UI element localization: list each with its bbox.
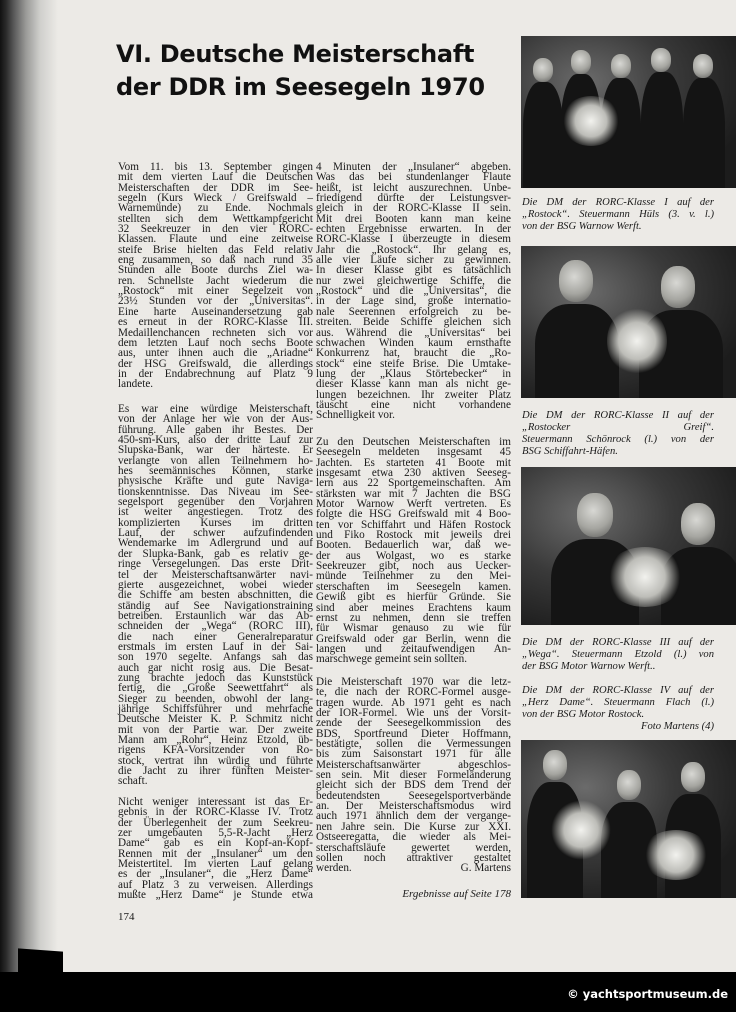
text-line: gleicht sich der BDS dem Trend der — [316, 779, 511, 792]
text-line: streiten. Beide Schiffe gleichen sich — [316, 316, 511, 329]
text-line: bedeutendsten Seesegelsportverbände — [316, 789, 511, 802]
text-line: nen Jahre sein. Die Kurse zur XXI. — [316, 820, 511, 833]
text-line: ist weiter angestiegen. Trotz des — [118, 506, 313, 519]
last-line: werden. — [316, 862, 352, 875]
text-line: Eine harte Auseinandersetzung gab — [118, 305, 313, 318]
text-line: sterschaften im Seesegeln kamen. — [316, 580, 511, 593]
text-line: es erneut in der RORC-Klasse III. — [118, 316, 313, 329]
caption-3 — [522, 637, 714, 673]
text-line: Wendemarke im Adlergrund und auf — [118, 537, 313, 550]
page-edge-shadow — [0, 0, 58, 972]
text-line: Meisterschaftsanwärter abgeschlos- — [316, 758, 511, 771]
text-line: nur zwei gleichwertige Schiffe, die — [316, 274, 511, 287]
text-line: mußte „Herz Dame“ je Stunde etwa — [118, 889, 313, 902]
text-line: Jachten. Es starteten 41 Boote mit — [316, 456, 511, 469]
text-line: Konkurrenz hat, braucht die „Ro- — [316, 347, 511, 360]
text-line: Meisterschaften der DDR im See- — [118, 181, 313, 194]
text-line: in der Endabrechnung auf Platz 9 — [118, 367, 313, 380]
text-line: der Überlegenheit der zum Seekreu- — [118, 816, 313, 829]
text-line: ernst zu nehmen, denn sie treffen — [316, 611, 511, 624]
text-line: schwachen Winden kaum ernsthafte — [316, 336, 511, 349]
text-line: mit von der Partie war. Der zweite — [118, 723, 313, 736]
text-line: Es war eine würdige Meisterschaft, — [118, 403, 313, 415]
text-line: Die DM der RORC-Klasse III auf der — [522, 637, 714, 648]
text-line: BDS, Sportfreund Dieter Hoffmann, — [316, 727, 511, 740]
text-line: physische Kräfte und gute Naviga- — [118, 475, 313, 488]
text-line: betreiben. Erstaunlich war das Ab- — [118, 609, 313, 622]
text-line: von der BSG Motor Rostock. — [522, 709, 645, 720]
text-line: friedigend dürfte der Leistungsver- — [316, 192, 511, 205]
text-line: stock“ eine steife Brise. Die Umtake- — [316, 357, 511, 370]
text-line: in der Lage sind, große internatio- — [316, 295, 511, 308]
text-line: eng zusammen, so daß nach rund 35 — [118, 254, 313, 267]
text-line: der HSG Greifswald, die allerdings — [118, 357, 313, 370]
text-line: von der Anlage her wie von der Aus- — [118, 413, 313, 426]
text-line: Deutsche Meister K. P. Schmitz nicht — [118, 713, 313, 726]
caption-2 — [522, 410, 714, 458]
text-line: Zu den Deutschen Meisterschaften im — [316, 436, 511, 448]
text-line: erstmals im ersten Lauf in der Sai- — [118, 640, 313, 653]
col2-paragraph-3 — [316, 677, 511, 874]
text-line: Ostseeregatta, die wieder als Mei- — [316, 831, 511, 844]
text-line: für Wismar genauso zu wie für — [316, 622, 511, 635]
text-line: zer umgebauten 5,5-R-Jacht „Herz — [118, 827, 313, 840]
article-title-line-2: der DDR im Seesegeln 1970 — [116, 73, 485, 101]
text-line: „Wega“. Steuermann Etzold (l.) von — [522, 649, 714, 660]
col2-paragraph-3-body — [316, 677, 511, 863]
text-line: Was das bei stundenlanger Flaute — [316, 171, 511, 184]
text-line: fertig, die „Große Seewettfahrt“ als — [118, 682, 313, 695]
text-line: dem letzten Lauf noch sechs Boote — [118, 336, 313, 349]
text-line: schaft. — [118, 775, 148, 788]
text-line: insgesamt etwa 230 aktiven Seeseg- — [316, 467, 511, 480]
photo-rorc-class-3-crew — [521, 467, 736, 625]
text-line: auch 1971 ähnlich dem der vergange- — [316, 810, 511, 823]
author-signature: G. Martens — [460, 862, 511, 875]
caption-4-text — [522, 685, 714, 721]
text-line: RORC-Klasse I überzeugte in diesem — [316, 233, 511, 246]
text-line: Mann am „Rohr“, Heinz Etzold, üb- — [118, 734, 313, 746]
text-line: „Herz Dame“. Steuermann Flach (l.) — [522, 697, 714, 708]
text-line: Die DM der RORC-Klasse I auf der — [522, 197, 714, 208]
text-line: Die Meisterschaft 1970 war die letz- — [316, 676, 511, 688]
text-line: aus. Während die „Universitas“ bei — [316, 326, 511, 339]
text-line: verlangte von allen Teilnehmern ho- — [118, 454, 313, 467]
text-line: schneiden der „Wega“ (RORC III), — [118, 620, 313, 633]
text-line: gleich in der RORC-Klasse II sein. — [316, 202, 511, 215]
caption-4 — [522, 685, 714, 733]
text-line: ständig auf See Navigationstraining — [118, 599, 313, 612]
photo-rorc-class-4-crew — [521, 740, 736, 898]
text-line: lern aus 22 Sportgemeinschaften. Am — [316, 477, 511, 490]
text-line: nale Seerennen erfolgreich zu be- — [316, 305, 511, 318]
text-line: tionskenntnisse. Das Niveau im See- — [118, 485, 313, 498]
text-line: langen und zeitaufwendigen An- — [316, 642, 511, 655]
text-line: Dame“ gab es ein Kopf-an-Kopf- — [118, 837, 313, 850]
text-line: segeln (Kurs Wieck / Greifswald – — [118, 192, 313, 205]
caption-1 — [522, 197, 714, 233]
col2-paragraph-1 — [316, 162, 511, 421]
text-line: Greifswald oder gar Berlin, wenn die — [316, 632, 511, 645]
text-line: münde Teilnehmer zu den Mei- — [316, 570, 511, 583]
text-line: landete. — [118, 378, 154, 391]
text-line: Jahr die „Rostock“. Ihr gelang es, — [316, 243, 511, 256]
text-line: komplizierten Kurses im dritten — [118, 516, 313, 529]
text-line: stellten sich dem Wettkampfgericht — [118, 212, 313, 225]
text-line: sterschaftsläufe gewertet werden, — [316, 841, 511, 854]
text-line: folgte die HSG Greifswald mit 4 Boo- — [316, 508, 511, 521]
text-line: sen sein. Mit dieser Formeländerung — [316, 769, 511, 782]
text-line: Medaillenchancen rechneten sich vor — [118, 326, 313, 339]
text-line: gebnis in der RORC-Klasse IV. Trotz — [118, 806, 313, 819]
text-line: ringe Versegelungen. Das erste Drit- — [118, 558, 313, 571]
text-line: Stunden alle Boote durchs Ziel wa- — [118, 264, 313, 277]
text-line: marschwege gemeint sein sollten. — [316, 653, 467, 666]
text-line: führung. Alle gaben ihr Bestes. Der — [118, 423, 313, 436]
col1-paragraph-3 — [118, 797, 313, 900]
text-line: Meistertitel. Im vierten Lauf gelang — [118, 858, 313, 871]
text-line: stock, vertrat ihn würdig und führte — [118, 754, 313, 767]
page-number: 174 — [118, 911, 135, 923]
text-line: 32 Seekreuzer in den vier RORC- — [118, 223, 313, 236]
text-line: In dieser Klasse gibt es tatsächlich — [316, 264, 511, 277]
text-line: zende der Seesegelkommission des — [316, 717, 511, 730]
text-line: „Rostocker Greif“. — [522, 422, 714, 433]
text-line: BSG Schiffahrt-Häfen. — [522, 446, 618, 457]
text-line: mit dem vierten Lauf die Deutschen — [118, 171, 313, 184]
text-line: ren. Schnellste Jacht wiederum die — [118, 274, 313, 287]
text-line: Slupska-Bank, war der härteste. Er — [118, 444, 313, 457]
text-line: jährige Schiffsführer und mehrfache — [118, 702, 313, 715]
text-line: „Rostock“ mit einer Segelzeit von — [118, 285, 313, 298]
text-line: lung der „Klaus Störtebecker“ in — [316, 367, 511, 380]
results-reference: Ergebnisse auf Seite 178 — [402, 888, 511, 900]
text-line: Steuermann Schönrock (l.) von der — [522, 434, 714, 445]
text-line: son 1970 segelte. Anfangs sah das — [118, 651, 313, 664]
text-line: auf Platz 3 zu verweisen. Allerdings — [118, 878, 313, 891]
text-line: auch gar nicht rosig aus. Die Besat- — [118, 661, 313, 674]
text-line: rigens KFA-Vorsitzender von Ro- — [118, 744, 313, 757]
col1-paragraph-2 — [118, 404, 313, 787]
text-line: Rennen mit der „Insulaner“ um den — [118, 847, 313, 860]
text-line: sollen noch attraktiver gestaltet — [316, 851, 511, 864]
text-line: stärksten war mit 7 Jachten die BSG — [316, 487, 511, 500]
text-line: Booten. Bedauerlich war, daß we- — [316, 539, 511, 552]
text-line: an. Der Meisterschaftsmodus wird — [316, 800, 511, 813]
text-line: der BSG Motor Warnow Werft.. — [522, 661, 656, 672]
text-line: Mit drei Booten kann man keine — [316, 212, 511, 225]
photo-rorc-class-2-crew — [521, 246, 736, 398]
text-line: die nach einer Generalreparatur — [118, 630, 313, 643]
text-line: täuscht eine nicht vorhandene — [316, 398, 511, 411]
text-line: Vom 11. bis 13. September gingen — [118, 161, 313, 173]
page-corner-shadow — [18, 948, 63, 977]
copyright-watermark: © yachtsportmuseum.de — [567, 987, 728, 1001]
text-line: hes seemännisches Können, starke — [118, 465, 313, 478]
text-line: Nicht weniger interessant ist das Er- — [118, 796, 313, 808]
text-line: aus, unter ihnen auch die „Ariadne“ — [118, 347, 313, 360]
text-line: gierte ausgezeichnet, wobei wieder — [118, 578, 313, 591]
text-line: 23½ Stunden vor der „Universitas“. — [118, 295, 313, 308]
text-line: von der BSG Warnow Werft. — [522, 221, 642, 232]
photo-rorc-class-1-crew — [521, 36, 736, 188]
text-line: der IOR-Formel. Wie uns der Vorsit- — [316, 707, 511, 720]
text-line: Seekreuzer gibt, noch aus Uecker- — [316, 560, 511, 573]
text-line: Warnemünde) zu Ende. Nochmals — [118, 202, 313, 215]
text-line: 450-sm-Kurs, also der dritte Lauf zur — [118, 434, 313, 447]
signature-row — [316, 863, 511, 873]
text-line: 4 Minuten der „Insulaner“ abgeben. — [316, 161, 511, 173]
text-line: segelsport gegenüber den Vorjahren — [118, 496, 313, 509]
text-line: Schnelligkeit vor. — [316, 409, 395, 422]
col2-paragraph-2 — [316, 437, 511, 665]
text-line: sind aber meines Erachtens kaum — [316, 601, 511, 614]
text-line: Motor Warnow Werft vertreten. Es — [316, 498, 511, 511]
text-line: der aus Wolgast, wo es starke — [316, 549, 511, 562]
text-line: steife Brise hielten das Feld relativ — [118, 243, 313, 256]
text-line: Lauf, der schwer aufzufindenden — [118, 527, 313, 540]
text-line: Die DM der RORC-Klasse IV auf der — [522, 685, 714, 696]
text-line: und Fiko Rostock mit jeweils drei — [316, 529, 511, 542]
text-line: „Rostock“. Steuermann Hüls (3. v. l.) — [522, 209, 714, 220]
text-line: bis zum Saisonstart 1971 für alle — [316, 748, 511, 761]
text-line: bestätigte, sollen die Vermessungen — [316, 738, 511, 751]
text-line: Klassen. Flaute und eine zeitweise — [118, 233, 313, 246]
text-line: lungen bezeichnen. Ihr zweiter Platz — [316, 388, 511, 401]
text-line: die Schiffe am besten abschnitten, die — [118, 589, 313, 602]
text-line: tel der Meisterschaftsanwärter navi- — [118, 568, 313, 581]
text-line: die Jacht zu ihrer fünften Meister- — [118, 765, 313, 778]
article-title-line-1: VI. Deutsche Meisterschaft — [116, 40, 475, 68]
text-line: „Rostock“ und die „Universitas“, die — [316, 285, 511, 298]
text-line: echten Ergebnisse erwarten. In der — [316, 223, 511, 236]
text-line: alle vier Läufe sicher zu gewinnen. — [316, 254, 511, 267]
photo-credit: Foto Martens (4) — [641, 721, 714, 732]
text-line: der Slupka-Bank, gab es relativ ge- — [118, 547, 313, 560]
col1-paragraph-1 — [118, 162, 313, 390]
text-line: Sieger zu beenden, obwohl der lang- — [118, 692, 313, 705]
text-line: Seesegeln meldeten insgesamt 45 — [316, 446, 511, 459]
text-line: ten vor Schiffahrt und Häfen Rostock — [316, 518, 511, 531]
text-line: zung brachte jedoch das Kunststück — [118, 671, 313, 684]
text-line: Gewiß gibt es hierfür Gründe. Sie — [316, 591, 511, 604]
text-line: tragen wurde. Ab 1971 geht es nach — [316, 696, 511, 709]
text-line: Die DM der RORC-Klasse II auf der — [522, 410, 714, 421]
text-line: te, die nach der RORC-Formel ausge- — [316, 686, 511, 699]
text-line: heißt, ist leicht auszurechnen. Unbe- — [316, 181, 511, 194]
text-line: dieser Klasse kann man als nicht ge- — [316, 378, 511, 391]
text-line: es der „Insulaner“, die „Herz Dame“ — [118, 868, 313, 881]
